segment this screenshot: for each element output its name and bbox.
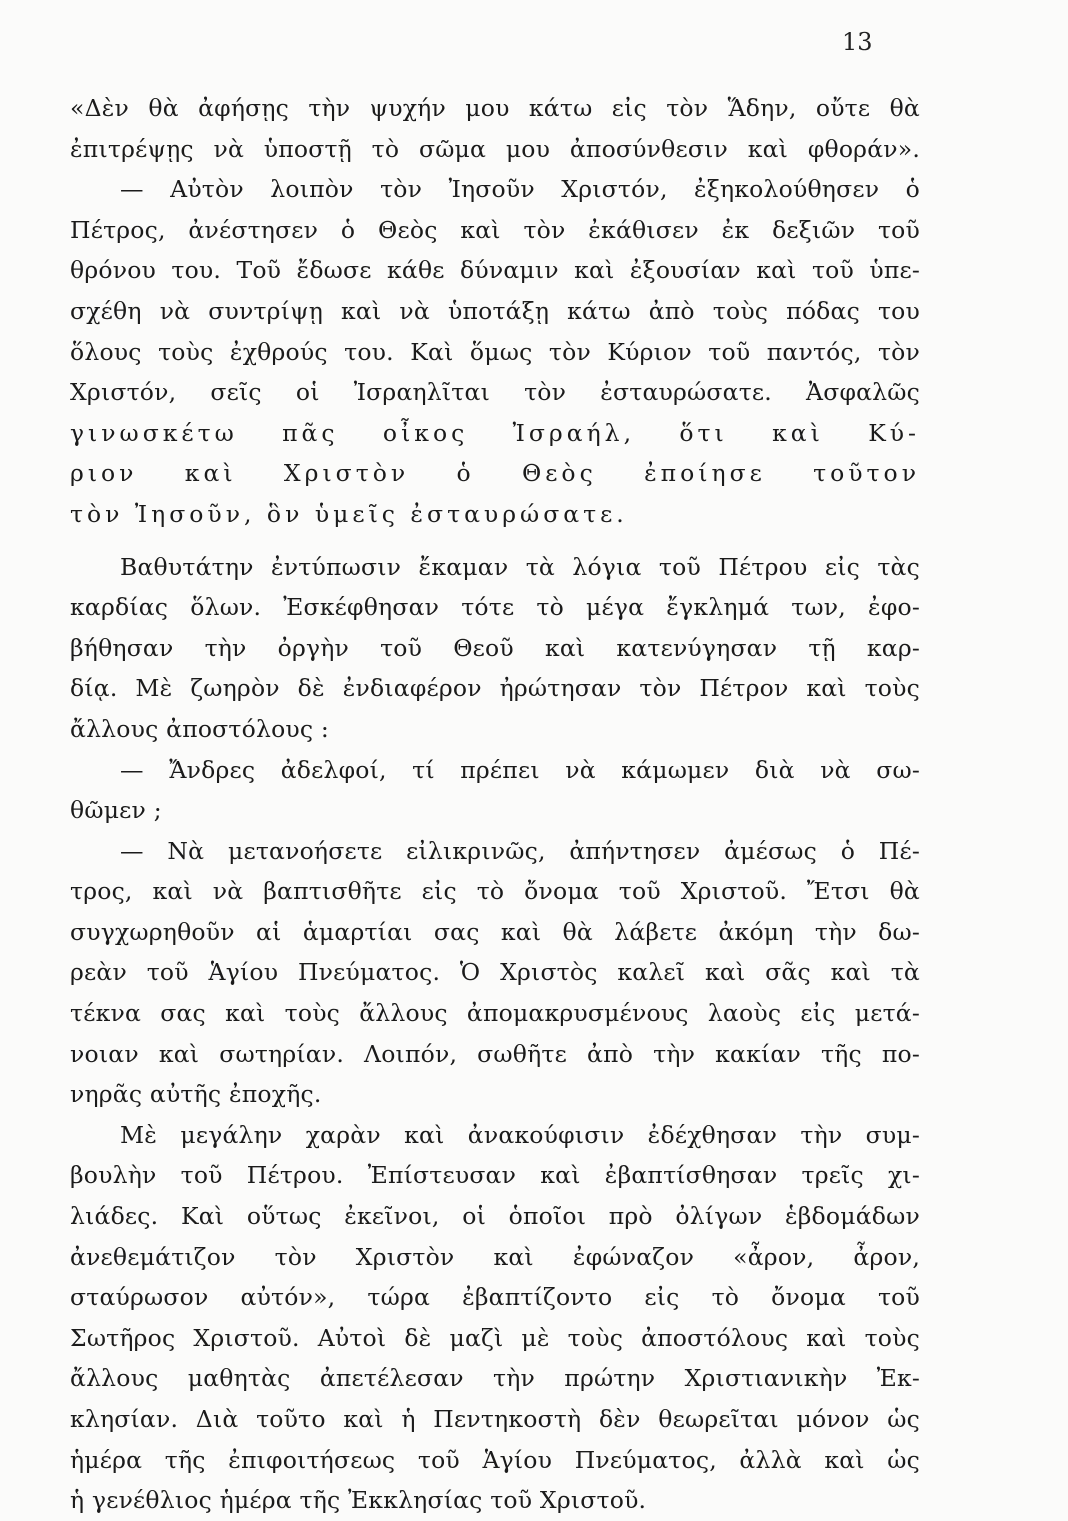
text-line: σταύρωσον αὐτόν», τώρα ἐβαπτίζοντο εἰς τὸ ὄνομα τοῦ	[70, 1283, 920, 1312]
text-line: τρος, καὶ νὰ βαπτισθῆτε εἰς τὸ ὄνομα τοῦ Χριστοῦ. Ἔτσι θὰ	[70, 877, 920, 906]
text-line: ἄλλους μαθητὰς ἀπετέλεσαν τὴν πρώτην Χριστιανικὴν Ἐκ-	[70, 1364, 920, 1393]
text-line: — Ἄνδρες ἀδελφοί, τί πρέπει νὰ κάμωμεν διὰ νὰ σω-	[120, 755, 920, 784]
text-line: ρεὰν τοῦ Ἁγίου Πνεύματος. Ὁ Χριστὸς καλεῖ καὶ σᾶς καὶ τὰ	[70, 958, 920, 987]
text-line: θῶμεν ;	[70, 796, 162, 825]
page-number: 13	[842, 28, 873, 56]
text-line: δίᾳ. Μὲ ζωηρὸν δὲ ἐνδιαφέρον ἠρώτησαν τὸν Πέτρον καὶ τοὺς	[70, 674, 920, 703]
text-line: ἐπιτρέψῃς νὰ ὑποστῇ τὸ σῶμα μου ἀποσύνθεσιν καὶ φθοράν».	[70, 134, 920, 163]
text-line: ριον καὶ Χριστὸν ὁ Θεὸς ἐποίησε τοῦτον	[70, 459, 920, 488]
text-line: νηρᾶς αὐτῆς ἐποχῆς.	[70, 1080, 322, 1109]
text-line: θρόνου του. Τοῦ ἔδωσε κάθε δύναμιν καὶ ἐξουσίαν καὶ τοῦ ὑπε-	[70, 256, 920, 285]
text-line: ἄλλους ἀποστόλους :	[70, 714, 330, 743]
text-line: βήθησαν τὴν ὀργὴν τοῦ Θεοῦ καὶ κατενύγησαν τῇ καρ-	[70, 633, 920, 662]
text-line: σχέθη νὰ συντρίψῃ καὶ νὰ ὑποτάξῃ κάτω ἀπὸ τοὺς πόδας του	[70, 296, 920, 325]
text-line: Βαθυτάτην ἐντύπωσιν ἔκαμαν τὰ λόγια τοῦ Πέτρου εἰς τὰς	[120, 552, 920, 581]
text-line: Χριστόν, σεῖς οἱ Ἰσραηλῖται τὸν ἐσταυρώσατε. Ἀσφαλῶς	[70, 378, 920, 407]
paragraph-gap	[70, 535, 920, 547]
text-line: τὸν Ἰησοῦν, ὃν ὑμεῖς ἐσταυρώσατε.	[70, 499, 628, 528]
text-line: Σωτῆρος Χριστοῦ. Αὐτοὶ δὲ μαζὶ μὲ τοὺς ἀποστόλους καὶ τοὺς	[70, 1323, 920, 1352]
text-line: κλησίαν. Διὰ τοῦτο καὶ ἡ Πεντηκοστὴ δὲν θεωρεῖται μόνον ὡς	[70, 1405, 920, 1433]
text-line: τέκνα σας καὶ τοὺς ἄλλους ἀπομακρυσμένους λαοὺς εἰς μετά-	[70, 999, 920, 1028]
text-line: — Αὐτὸν λοιπὸν τὸν Ἰησοῦν Χριστόν, ἐξηκολούθησεν ὁ	[120, 175, 920, 204]
text-line: λιάδες. Καὶ οὕτως ἐκεῖνοι, οἱ ὁποῖοι πρὸ ὀλίγων ἑβδομάδων	[70, 1202, 920, 1231]
text-line: γινωσκέτω πᾶς οἶκος Ἰσραήλ, ὅτι καὶ Κύ-	[70, 418, 920, 447]
text-line: βουλὴν τοῦ Πέτρου. Ἐπίστευσαν καὶ ἐβαπτίσθησαν τρεῖς χι-	[70, 1161, 920, 1190]
text-line: καρδίας ὅλων. Ἐσκέφθησαν τότε τὸ μέγα ἔγκλημά των, ἐφο-	[70, 593, 920, 622]
text-line: συγχωρηθοῦν αἱ ἁμαρτίαι σας καὶ θὰ λάβετε ἀκόμη τὴν δω-	[70, 917, 920, 946]
text-line: ἡ γενέθλιος ἡμέρα τῆς Ἐκκλησίας τοῦ Χριστοῦ.	[70, 1486, 647, 1515]
body-text	[70, 88, 920, 1521]
text-line: «Δὲν θὰ ἀφήσῃς τὴν ψυχήν μου κάτω εἰς τὸν Ἅδην, οὔτε θὰ	[70, 94, 920, 122]
text-line: — Νὰ μετανοήσετε εἰλικρινῶς, ἀπήντησεν ἀμέσως ὁ Πέ-	[120, 836, 920, 865]
text-line: ἀνεθεμάτιζον τὸν Χριστὸν καὶ ἐφώναζον «ἆρον, ἆρον,	[70, 1242, 920, 1271]
text-line: ὅλους τοὺς ἐχθρούς του. Καὶ ὅμως τὸν Κύριον τοῦ παντός, τὸν	[70, 337, 920, 366]
text-line: Μὲ μεγάλην χαρὰν καὶ ἀνακούφισιν ἐδέχθησαν τὴν συμ-	[120, 1120, 920, 1149]
text-line: ἡμέρα τῆς ἐπιφοιτήσεως τοῦ Ἁγίου Πνεύματος, ἀλλὰ καὶ ὡς	[70, 1445, 920, 1474]
text-line: νοιαν καὶ σωτηρίαν. Λοιπόν, σωθῆτε ἀπὸ τὴν κακίαν τῆς πο-	[70, 1039, 920, 1068]
text-line: Πέτρος, ἀνέστησεν ὁ Θεὸς καὶ τὸν ἐκάθισεν ἐκ δεξιῶν τοῦ	[70, 215, 920, 244]
